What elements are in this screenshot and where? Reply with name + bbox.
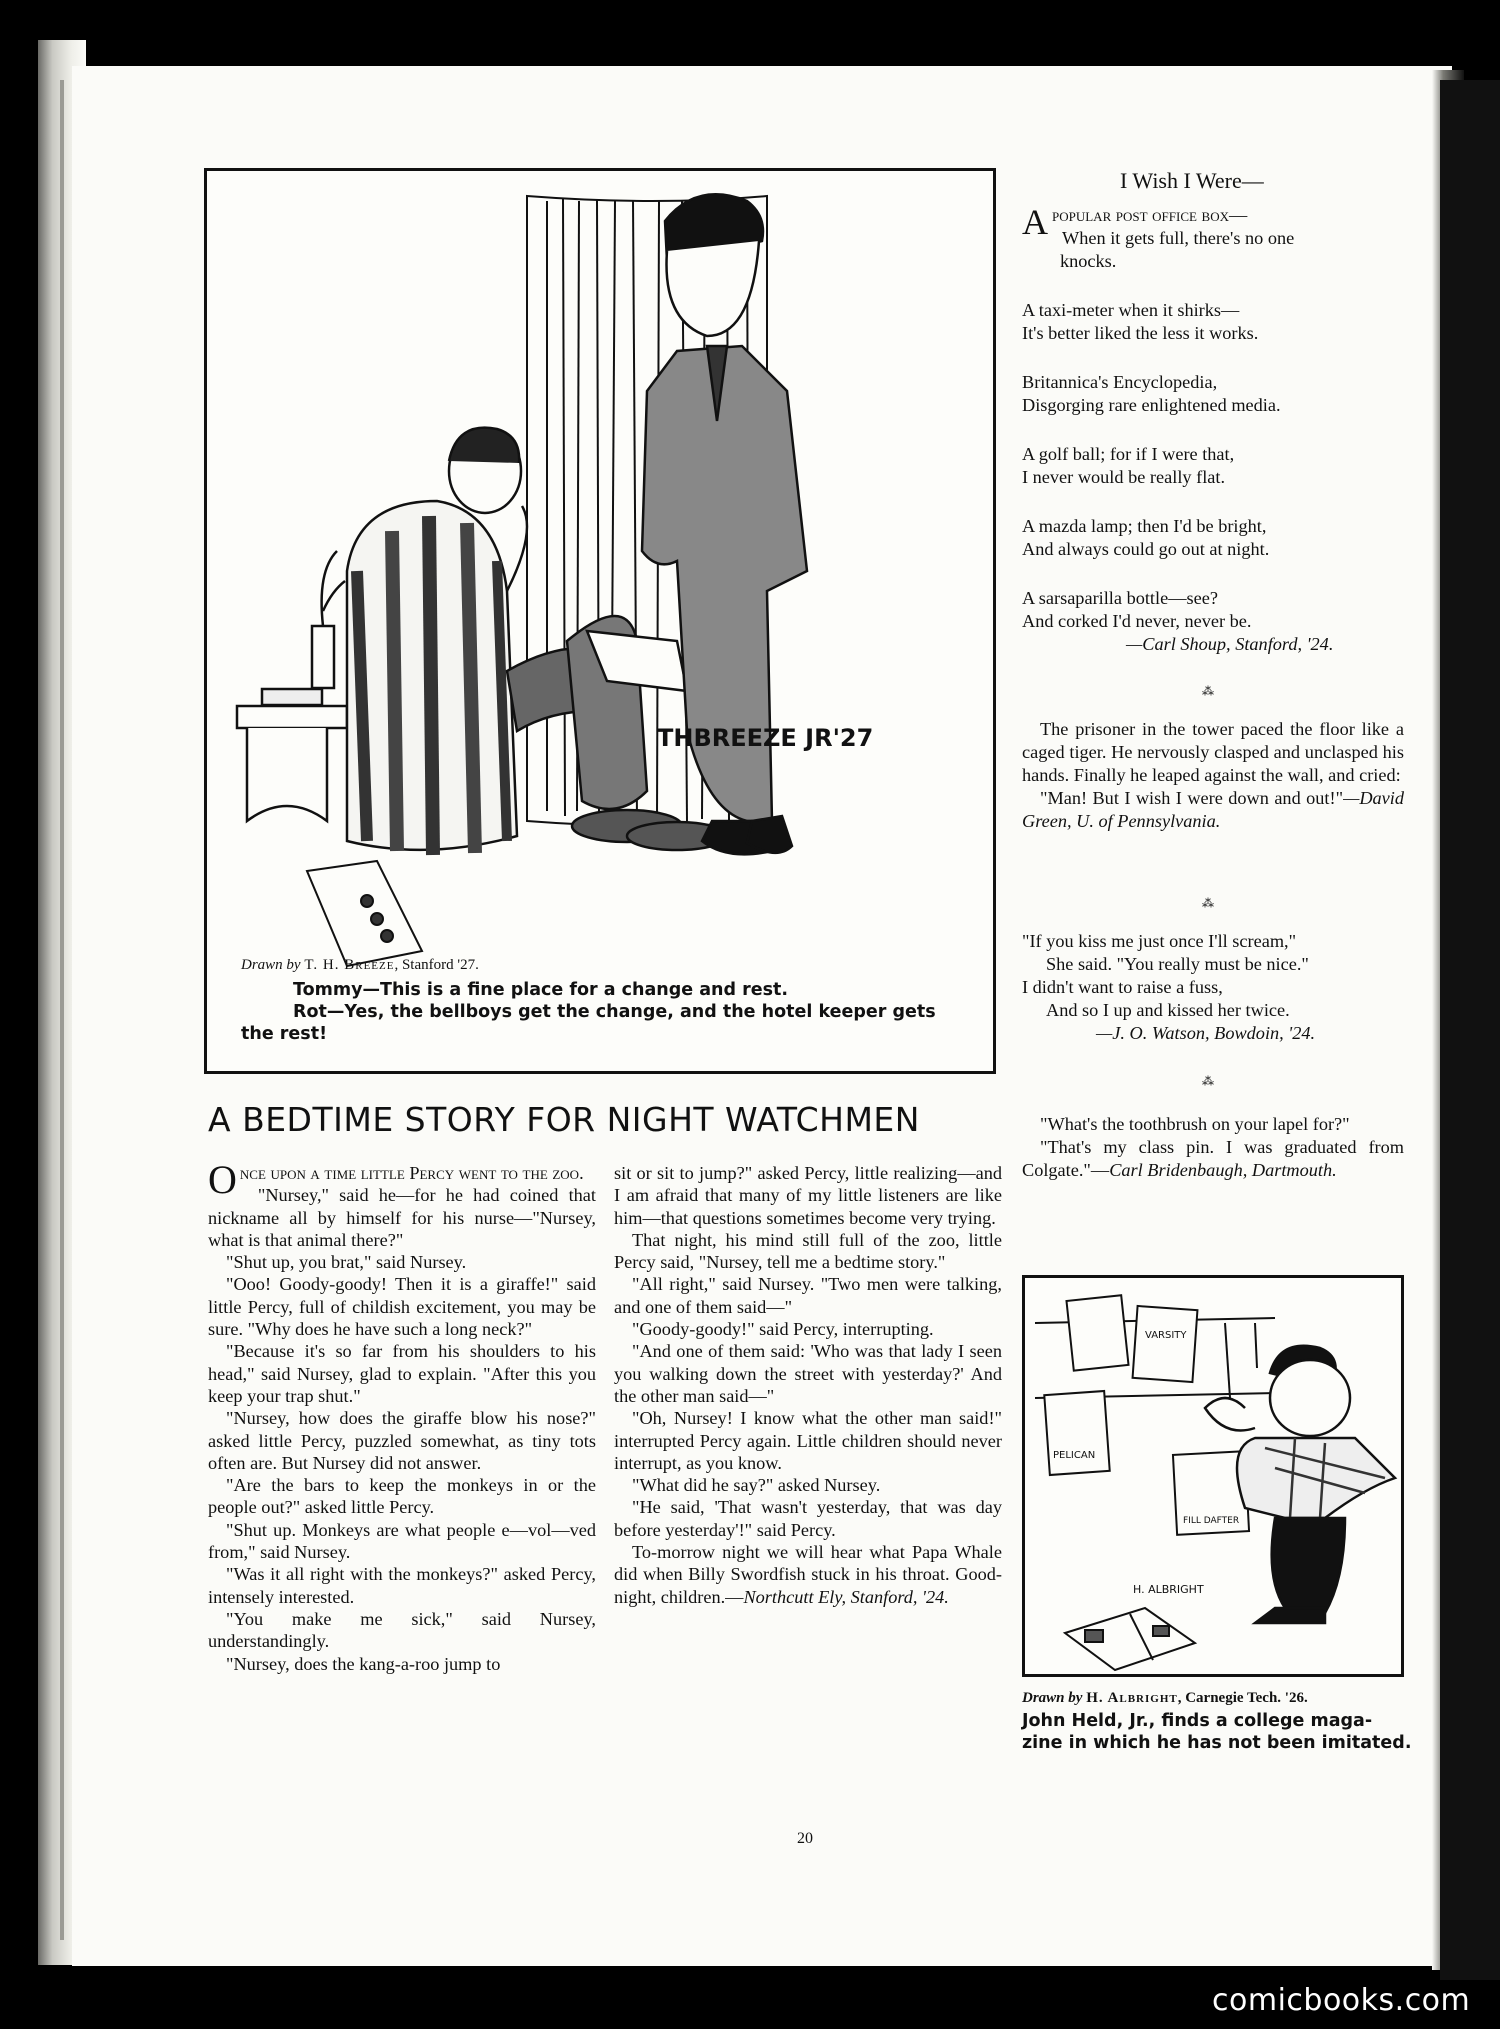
kiss-verse xyxy=(1022,930,1404,1045)
cartoon-held-caption-1: John Held, Jr., finds a college maga- xyxy=(1022,1711,1373,1731)
poem-stanza-6 xyxy=(1022,587,1404,656)
story-paragraph: "And one of them said: 'Who was that lady I seen you walking down the street with yesterday?' And the other man said—" xyxy=(614,1341,1002,1406)
cartoon-hotel-caption-2: Rot—Yes, the bellboys get the change, and the hotel keeper gets xyxy=(293,1002,936,1022)
cartoon-hotel xyxy=(204,168,996,1074)
poem-line: It's better liked the less it works. xyxy=(1022,323,1259,343)
toothbrush-question: "What's the toothbrush on your lapel for?" xyxy=(1040,1114,1350,1134)
story-signature: Northcutt Ely, Stanford, '24. xyxy=(743,1586,949,1607)
poem-line: Disgorging rare enlightened media. xyxy=(1022,395,1281,415)
kiss-line: I didn't want to raise a fuss, xyxy=(1022,977,1223,997)
story-paragraph: "All right," said Nursey. "Two men were talking, and one of them said—" xyxy=(614,1274,1002,1317)
story-dropcap: O xyxy=(208,1157,237,1202)
poem-line: When it gets full, there's no one xyxy=(1062,228,1295,248)
kiss-line: She said. "You really must be nice." xyxy=(1046,954,1309,974)
poem xyxy=(1022,204,1404,656)
story-paragraph: sit or sit to jump?" asked Percy, little realizing—and I am afraid that many of my little listeners are like him—that questions sometimes become very trying. xyxy=(614,1163,1002,1228)
story-paragraph: "Oh, Nursey! I know what the other man said!" interrupted Percy again. Little children should never interrupt, as you know. xyxy=(614,1408,1002,1473)
story-paragraph: "Ooo! Goody-goody! Then it is a giraffe!" said little Percy, full of childish excitement, you may be sure. "Why does he have such a long neck?" xyxy=(208,1274,596,1340)
poem-dropcap: A xyxy=(1022,202,1048,242)
credit-school: , Carnegie Tech. '26. xyxy=(1177,1690,1308,1706)
prisoner-signature: —David Green, U. of Pennsylvania. xyxy=(1022,788,1404,831)
cartoon-hotel-illustration xyxy=(207,171,993,1071)
cartoon-held-caption-2: zine in which he has not been imitated. xyxy=(1022,1733,1412,1753)
poem-line: A mazda lamp; then I'd be bright, xyxy=(1022,516,1267,536)
poem-line-text: popular post office box— xyxy=(1052,205,1248,225)
prisoner-text: The prisoner in the tower paced the floor like a caged tiger. He nervously clasped and unclasped his hands. Finally he leaped against the wall, and cried: xyxy=(1022,719,1404,785)
separator-stars: ⁂ xyxy=(1202,684,1215,698)
cartoon-held-credit xyxy=(1022,1690,1308,1707)
story-paragraph: "Nursey," said he—for he had coined that nickname all by himself for his nurse—"Nursey, what is that animal there?" xyxy=(208,1185,596,1250)
story-paragraph: "You make me sick," said Nursey, understandingly. xyxy=(208,1608,596,1652)
credit-school: , Stanford '27. xyxy=(394,957,479,973)
toothbrush-answer-text: "That's my class pin. I was graduated from Colgate."— xyxy=(1022,1137,1404,1180)
story-headline: A BEDTIME STORY FOR NIGHT WATCHMEN xyxy=(208,1100,920,1139)
story-paragraph xyxy=(614,1541,1002,1608)
poem-line: A taxi-meter when it shirks— xyxy=(1022,300,1240,320)
story-paragraph: That night, his mind still full of the zoo, little Percy said, "Nursey, tell me a bedtime story." xyxy=(614,1229,1002,1273)
story-paragraph: "Was it all right with the monkeys?" asked Percy, intensely interested. xyxy=(208,1564,596,1607)
poem-stanza-5 xyxy=(1022,515,1404,561)
separator-stars: ⁂ xyxy=(1202,1074,1215,1088)
credit-name: H. Albright xyxy=(1086,1690,1178,1706)
poem-line: knocks. xyxy=(1060,251,1117,271)
poem-line: Britannica's Encyclopedia, xyxy=(1022,372,1218,392)
poem-line: A golf ball; for if I were that, xyxy=(1022,444,1235,464)
toothbrush-signature: Carl Bridenbaugh, Dartmouth. xyxy=(1109,1160,1337,1180)
story-paragraph: "Nursey, does the kang-a-roo jump to xyxy=(226,1653,501,1674)
credit-prefix: Drawn by xyxy=(1022,1690,1083,1706)
site-watermark: comicbooks.com xyxy=(1212,1983,1471,2018)
poem-stanza-1 xyxy=(1022,204,1404,273)
kiss-line: And so I up and kissed her twice. xyxy=(1046,1000,1290,1020)
prisoner-quote-text: "Man! But I wish I were down and out!" xyxy=(1040,788,1344,808)
poem-line: I never would be really flat. xyxy=(1022,467,1226,487)
story-paragraph: "What did he say?" asked Nursey. xyxy=(632,1475,881,1496)
cartoon-hotel-caption-1: Tommy—This is a fine place for a change and rest. xyxy=(293,980,789,1000)
separator-stars: ⁂ xyxy=(1202,896,1215,910)
story-text: nce upon a time little Percy went to the zoo. xyxy=(239,1163,584,1183)
story-column-2 xyxy=(614,1162,1002,1608)
page-number: 20 xyxy=(797,1830,813,1847)
story-paragraph: "Are the bars to keep the monkeys in or the people out?" asked little Percy. xyxy=(208,1475,596,1518)
poster-varsity: VARSITY xyxy=(1145,1330,1187,1341)
poster-pelican: PELICAN xyxy=(1053,1450,1096,1461)
poem-line: And always could go out at night. xyxy=(1022,539,1270,559)
prisoner-quote xyxy=(1022,787,1404,833)
poem-stanza-3 xyxy=(1022,371,1404,417)
poem-stanza-4 xyxy=(1022,443,1404,489)
story-paragraph: "Shut up. Monkeys are what people e—vol—ved from," said Nursey. xyxy=(208,1519,596,1563)
kiss-signature: —J. O. Watson, Bowdoin, '24. xyxy=(1096,1023,1316,1043)
poster-fill-dafter: FILL DAFTER xyxy=(1183,1516,1240,1526)
page-edge-right-dark xyxy=(1440,80,1500,1980)
poem-stanza-2 xyxy=(1022,299,1404,345)
story-paragraph: "He said, 'That wasn't yesterday, that was day before yesterday'!" said Percy. xyxy=(614,1497,1002,1540)
credit-prefix: Drawn by xyxy=(241,957,301,973)
poem-title: I Wish I Were— xyxy=(1120,168,1264,193)
story-paragraph: "Because it's so far from his shoulders to his head," said Nursey, glad to explain. "After this you keep your trap shut." xyxy=(208,1341,596,1406)
cartoon-held xyxy=(1022,1275,1404,1677)
poem-line: And corked I'd never, never be. xyxy=(1022,611,1252,631)
cartoon-hotel-caption-3: the rest! xyxy=(241,1024,328,1044)
prisoner-joke xyxy=(1022,718,1404,833)
story-paragraph: "Nursey, how does the giraffe blow his nose?" asked little Percy, puzzled somewhat, as tiny tots often are. But Nursey did not answer. xyxy=(208,1408,596,1473)
story-text: To-morrow night we will hear what Papa Whale did when Billy Swordfish stuck in his throat. Good-night, children.— xyxy=(614,1542,1002,1607)
toothbrush-joke xyxy=(1022,1113,1404,1182)
cartoon-hotel-credit xyxy=(241,957,479,974)
toothbrush-answer xyxy=(1022,1136,1404,1182)
page-edge-left xyxy=(60,80,64,1940)
cartoon-held-illustration xyxy=(1025,1278,1401,1674)
cartoon-hotel-signature: THBREEZE JR'27 xyxy=(657,724,874,752)
story-paragraph: "Goody-goody!" said Percy, interrupting. xyxy=(632,1319,934,1340)
story-paragraph xyxy=(208,1157,596,1202)
story-column-1 xyxy=(208,1157,596,1675)
credit-name: T. H. Breeze xyxy=(304,957,395,973)
poem-line: A sarsaparilla bottle—see? xyxy=(1022,588,1218,608)
poem-signature: —Carl Shoup, Stanford, '24. xyxy=(1126,634,1334,654)
kiss-line: "If you kiss me just once I'll scream," xyxy=(1022,931,1297,951)
story-paragraph: "Shut up, you brat," said Nursey. xyxy=(226,1252,467,1273)
cartoon-held-signature: H. ALBRIGHT xyxy=(1133,1583,1204,1596)
